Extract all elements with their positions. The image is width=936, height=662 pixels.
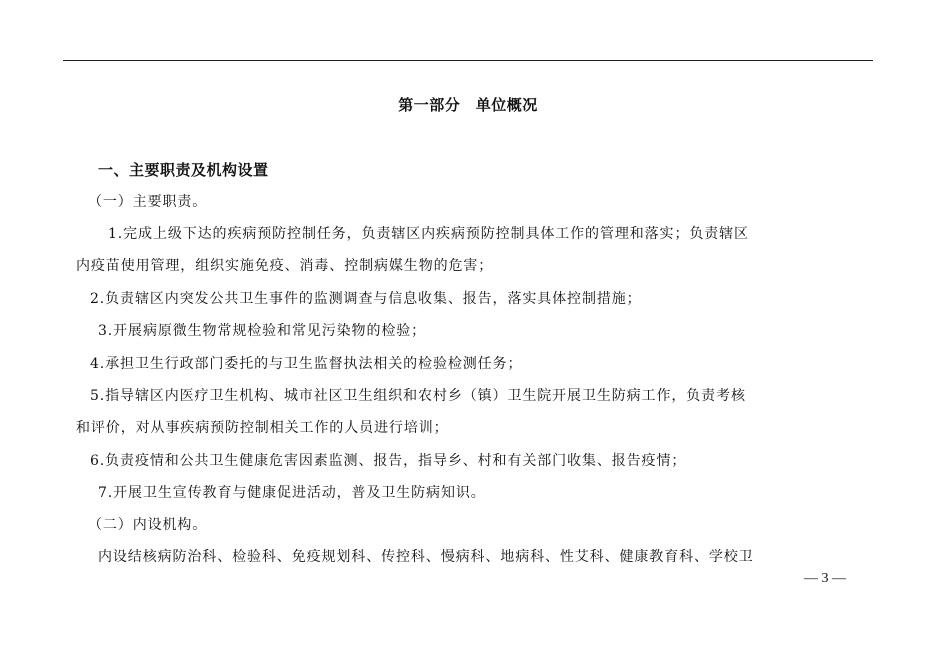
subsection-heading-duties: （一）主要职责。 xyxy=(88,194,208,210)
header-rule xyxy=(63,60,873,61)
duty-item-1: 1.完成上级下达的疾病预防控制任务，负责辖区内疾病预防控制具体工作的管理和落实；负责辖区 xyxy=(108,226,749,242)
duty-item-3: 3.开展病原微生物常规检验和常见污染物的检验； xyxy=(98,323,427,339)
duty-item-7: 7.开展卫生宣传教育与健康促进活动，普及卫生防病知识。 xyxy=(98,485,486,501)
duty-item-5: 5.指导辖区内医疗卫生机构、城市社区卫生组织和农村乡（镇）卫生院开展卫生防病工作，负责考核 xyxy=(90,388,746,404)
duty-item-2: 2.负责辖区内突发公共卫生事件的监测调查与信息收集、报告，落实具体控制措施； xyxy=(90,291,642,307)
section-heading: 一、主要职责及机构设置 xyxy=(98,161,269,179)
duty-item-6: 6.负责疫情和公共卫生健康危害因素监测、报告，指导乡、村和有关部门收集、报告疫情； xyxy=(90,453,687,469)
part-title: 第一部分 单位概况 xyxy=(398,96,538,114)
subsection-heading-departments: （二）内设机构。 xyxy=(88,517,208,533)
duty-item-1-cont: 内疫苗使用管理，组织实施免疫、消毒、控制病媒生物的危害； xyxy=(76,258,494,274)
duty-item-4: 4.承担卫生行政部门委托的与卫生监督执法相关的检验检测任务； xyxy=(90,356,523,372)
page-number: — 3 — xyxy=(804,571,846,586)
duty-item-5-cont: 和评价，对从事疾病预防控制相关工作的人员进行培训； xyxy=(76,420,449,436)
departments-text: 内设结核病防治科、检验科、免疫规划科、传控科、慢病科、地病科、性艾科、健康教育科、学校卫 xyxy=(98,549,754,565)
